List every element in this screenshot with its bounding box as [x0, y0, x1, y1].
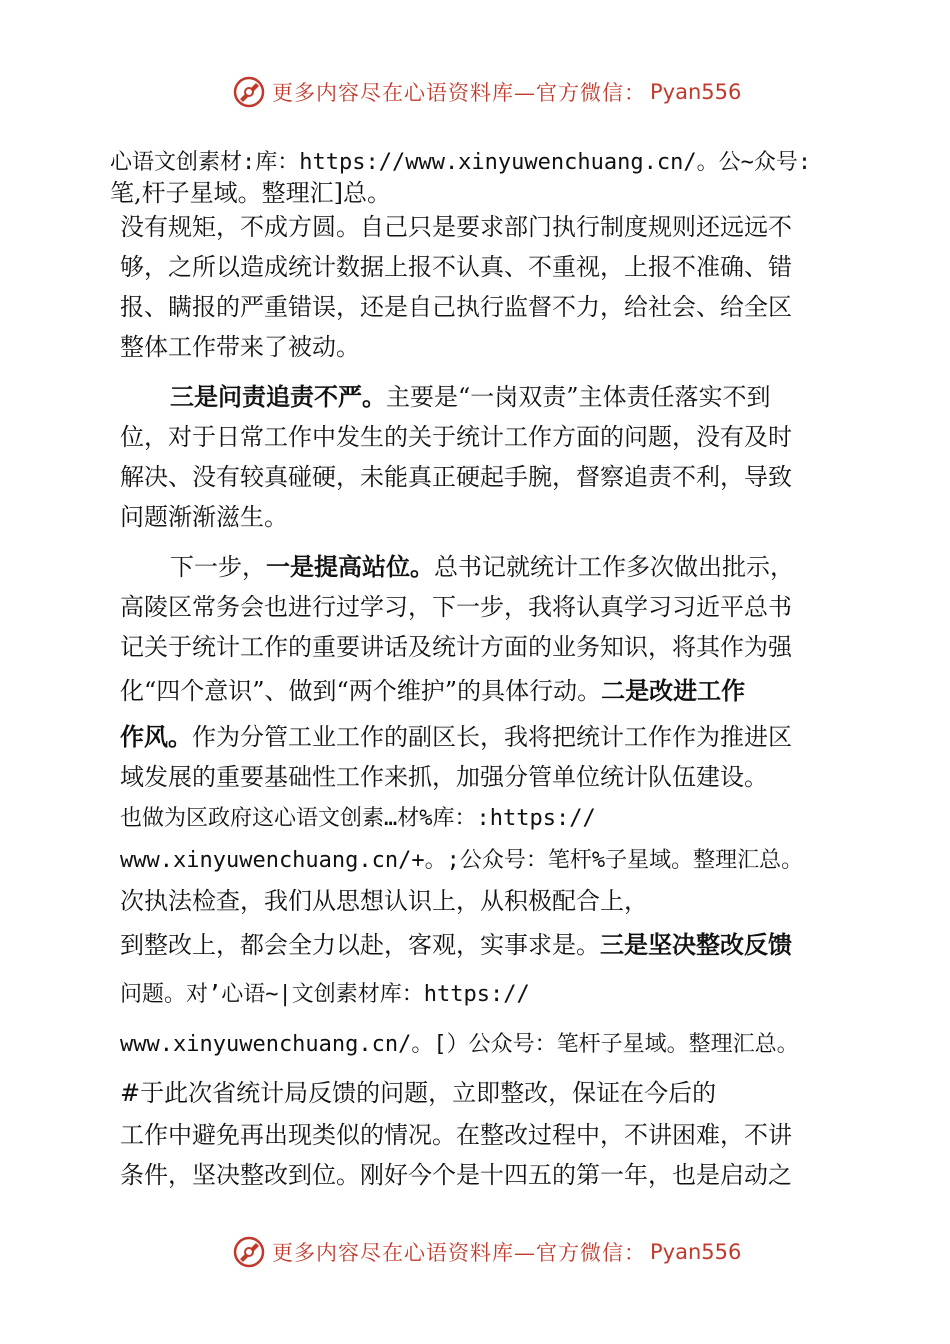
text-line	[120, 422, 792, 452]
text-line	[110, 178, 391, 208]
brand-logo-icon	[232, 75, 266, 109]
text-span: 问题。对’心语~|文创素材库：https://	[120, 982, 530, 1007]
banner-text: 更多内容尽在心语资料库—官方微信：	[272, 81, 646, 105]
footer-banner	[232, 1232, 752, 1272]
text-span: 作为分管工业工作的副区长，我将把统计工作作为推进区	[192, 723, 792, 751]
text-span: 域发展的重要基础性工作来抓，加强分管单位统计队伍建设。	[120, 763, 768, 791]
text-span: 心语文创素材:库：https://www.xinyuwenchuang.cn/。公~众号:	[110, 150, 812, 175]
text-line	[110, 148, 811, 178]
brand-logo-icon	[232, 1235, 266, 1269]
text-span: 下一步，	[170, 553, 266, 581]
banner-wechat-id: Pyan556	[650, 1240, 742, 1264]
text-line	[120, 676, 745, 706]
text-line	[170, 382, 771, 412]
bold-heading-span: 二是改进工作	[601, 677, 746, 705]
text-span: 主要是“一岗双责”主体责任落实不到	[386, 383, 771, 411]
text-span: 总书记就统计工作多次做出批示，	[434, 553, 794, 581]
text-line	[120, 886, 648, 916]
text-line	[120, 212, 792, 242]
text-span: 记关于统计工作的重要讲话及统计方面的业务知识，将其作为强	[120, 633, 792, 661]
text-span: 条件，坚决整改到位。刚好今个是十四五的第一年，也是启动之	[120, 1161, 792, 1189]
text-line	[120, 502, 288, 532]
text-line	[120, 462, 792, 492]
text-span: 位，对于日常工作中发生的关于统计工作方面的问题，没有及时	[120, 423, 792, 451]
text-span: 工作中避免再出现类似的情况。在整改过程中，不讲困难，不讲	[120, 1121, 792, 1149]
text-span: 够，之所以造成统计数据上报不认真、不重视，上报不准确、错	[120, 253, 792, 281]
text-span: www.xinyuwenchuang.cn/。[）公众号：笔杆子星域。整理汇总。	[120, 1032, 799, 1057]
text-span: 化“四个意识”、做到“两个维护”的具体行动。	[120, 677, 602, 705]
text-span: www.xinyuwenchuang.cn/+。;公众号：笔杆%子星域。整理汇总。	[120, 848, 804, 873]
text-line	[120, 292, 792, 322]
text-line	[120, 252, 792, 282]
text-line	[120, 632, 792, 662]
text-span: 报、瞒报的严重错误，还是自己执行监督不力，给社会、给全区	[120, 293, 792, 321]
banner-wechat-id: Pyan556	[650, 80, 742, 104]
text-line	[120, 762, 768, 792]
bold-heading-span: 一是提高站位。	[266, 553, 434, 581]
text-span: 高陵区常务会也进行过学习，下一步，我将认真学习习近平总书	[120, 593, 792, 621]
text-line	[120, 332, 360, 362]
header-banner	[232, 72, 752, 112]
text-line	[120, 1030, 799, 1060]
text-span: 到整改上，都会全力以赴，客观，实事求是。	[120, 931, 600, 959]
text-span: 也做为区政府这心语文创素…材%库：:https://	[120, 806, 596, 831]
text-line	[120, 846, 803, 876]
text-line	[120, 592, 792, 622]
text-span: 解决、没有较真碰硬，未能真正硬起手腕，督察追责不利，导致	[120, 463, 792, 491]
text-span: 没有规矩，不成方圆。自己只是要求部门执行制度规则还远远不	[120, 213, 792, 241]
text-line	[120, 980, 530, 1010]
text-line	[120, 804, 596, 834]
text-span: 整体工作带来了被动。	[120, 333, 360, 361]
bold-heading-span: 三是坚决整改反馈	[600, 931, 792, 959]
text-line	[120, 1160, 792, 1190]
bold-heading-span: 三是问责追责不严。	[170, 383, 386, 411]
text-line	[120, 1078, 716, 1108]
text-line	[120, 1120, 792, 1150]
text-span: #于此次省统计局反馈的问题，立即整改，保证在今后的	[120, 1079, 717, 1107]
text-line	[120, 722, 792, 752]
banner-text: 更多内容尽在心语资料库—官方微信：	[272, 1241, 646, 1265]
text-span: 笔,杆子星域。整理汇]总。	[110, 179, 391, 207]
text-span: 问题渐渐滋生。	[120, 503, 288, 531]
bold-heading-span: 作风。	[120, 723, 192, 751]
text-line	[120, 930, 792, 960]
text-span: 次执法检查，我们从思想认识上，从积极配合上，	[120, 887, 648, 915]
text-line	[170, 552, 794, 582]
